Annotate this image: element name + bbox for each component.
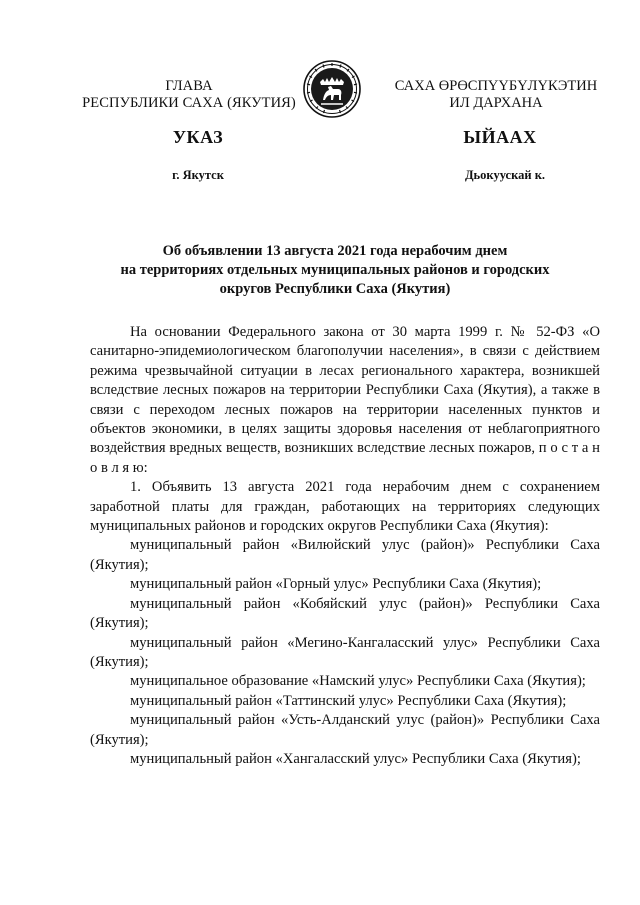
title-line1: Об объявлении 13 августа 2021 года нерабочим днем bbox=[162, 243, 508, 259]
doc-type-ru: УКАЗ bbox=[172, 127, 224, 147]
doc-type-sakha: ЫЙААХ bbox=[463, 127, 537, 147]
list-item: муниципальный район «Вилюйский улус (район)» Республики Саха (Якутия); bbox=[90, 537, 600, 573]
header-right-line1: САХА ӨРӨСПҮҮБҮЛҮКЭТИН bbox=[394, 78, 598, 94]
title-line3: округов Республики Саха (Якутия) bbox=[219, 281, 451, 297]
list-item: муниципальный район «Горный улус» Республики Саха (Якутия); bbox=[130, 576, 542, 593]
preamble-paragraph: На основании Федерального закона от 30 марта 1999 г. № 52-ФЗ «О санитарно-эпидемиологическом благополучии населения», в связи с действием режима чрезвычайной ситуации в лесах регионального характера, возникшей вследствие лесных пожаров на территории Республики Саха (Якутия), а также в связи с переходом лесных пожаров на территории населенных пунктов и объектов экономики, в целях защиты здоровья населения от неблагоприятного воздействия вредных веществ, возникших вследствие лесных пожаров, п о с т а н о в л я ю: bbox=[90, 324, 600, 476]
title-line2: на территориях отдельных муниципальных районов и городских bbox=[120, 262, 550, 278]
list-item: муниципальный район «Таттинский улус» Республики Саха (Якутия); bbox=[130, 692, 567, 709]
place-ru: г. Якутск bbox=[172, 168, 224, 182]
header-right bbox=[392, 78, 600, 112]
decree-title bbox=[70, 242, 600, 299]
header-left bbox=[80, 78, 298, 112]
list-item: муниципальный район «Хангаласский улус» Республики Саха (Якутия); bbox=[130, 750, 581, 767]
header-right-line2: ИЛ ДАРХАНА bbox=[449, 95, 543, 111]
list-item: муниципальное образование «Намский улус» Республики Саха (Якутия); bbox=[130, 673, 586, 690]
item-1-paragraph: 1. Объявить 13 августа 2021 года нерабочим днем с сохранением заработной платы для граждан, работающих на территориях следующих муниципальных районов и городских округов Республики Саха (Якутия): bbox=[90, 479, 600, 535]
place-sakha: Дьокуускай к. bbox=[464, 168, 546, 182]
list-item: муниципальный район «Кобяйский улус (район)» Республики Саха (Якутия); bbox=[90, 595, 600, 632]
header-left-line1: ГЛАВА bbox=[165, 78, 213, 94]
list-item: муниципальный район «Мегино-Кангаласский улус» Республики Саха (Якутия); bbox=[90, 634, 600, 670]
header-left-line2: РЕСПУБЛИКИ САХА (ЯКУТИЯ) bbox=[82, 95, 296, 111]
sakha-coat-of-arms-icon bbox=[303, 60, 361, 118]
decree-body bbox=[90, 323, 600, 769]
list-item: муниципальный район «Усть-Алданский улус (район)» Республики Саха (Якутия); bbox=[90, 712, 600, 748]
